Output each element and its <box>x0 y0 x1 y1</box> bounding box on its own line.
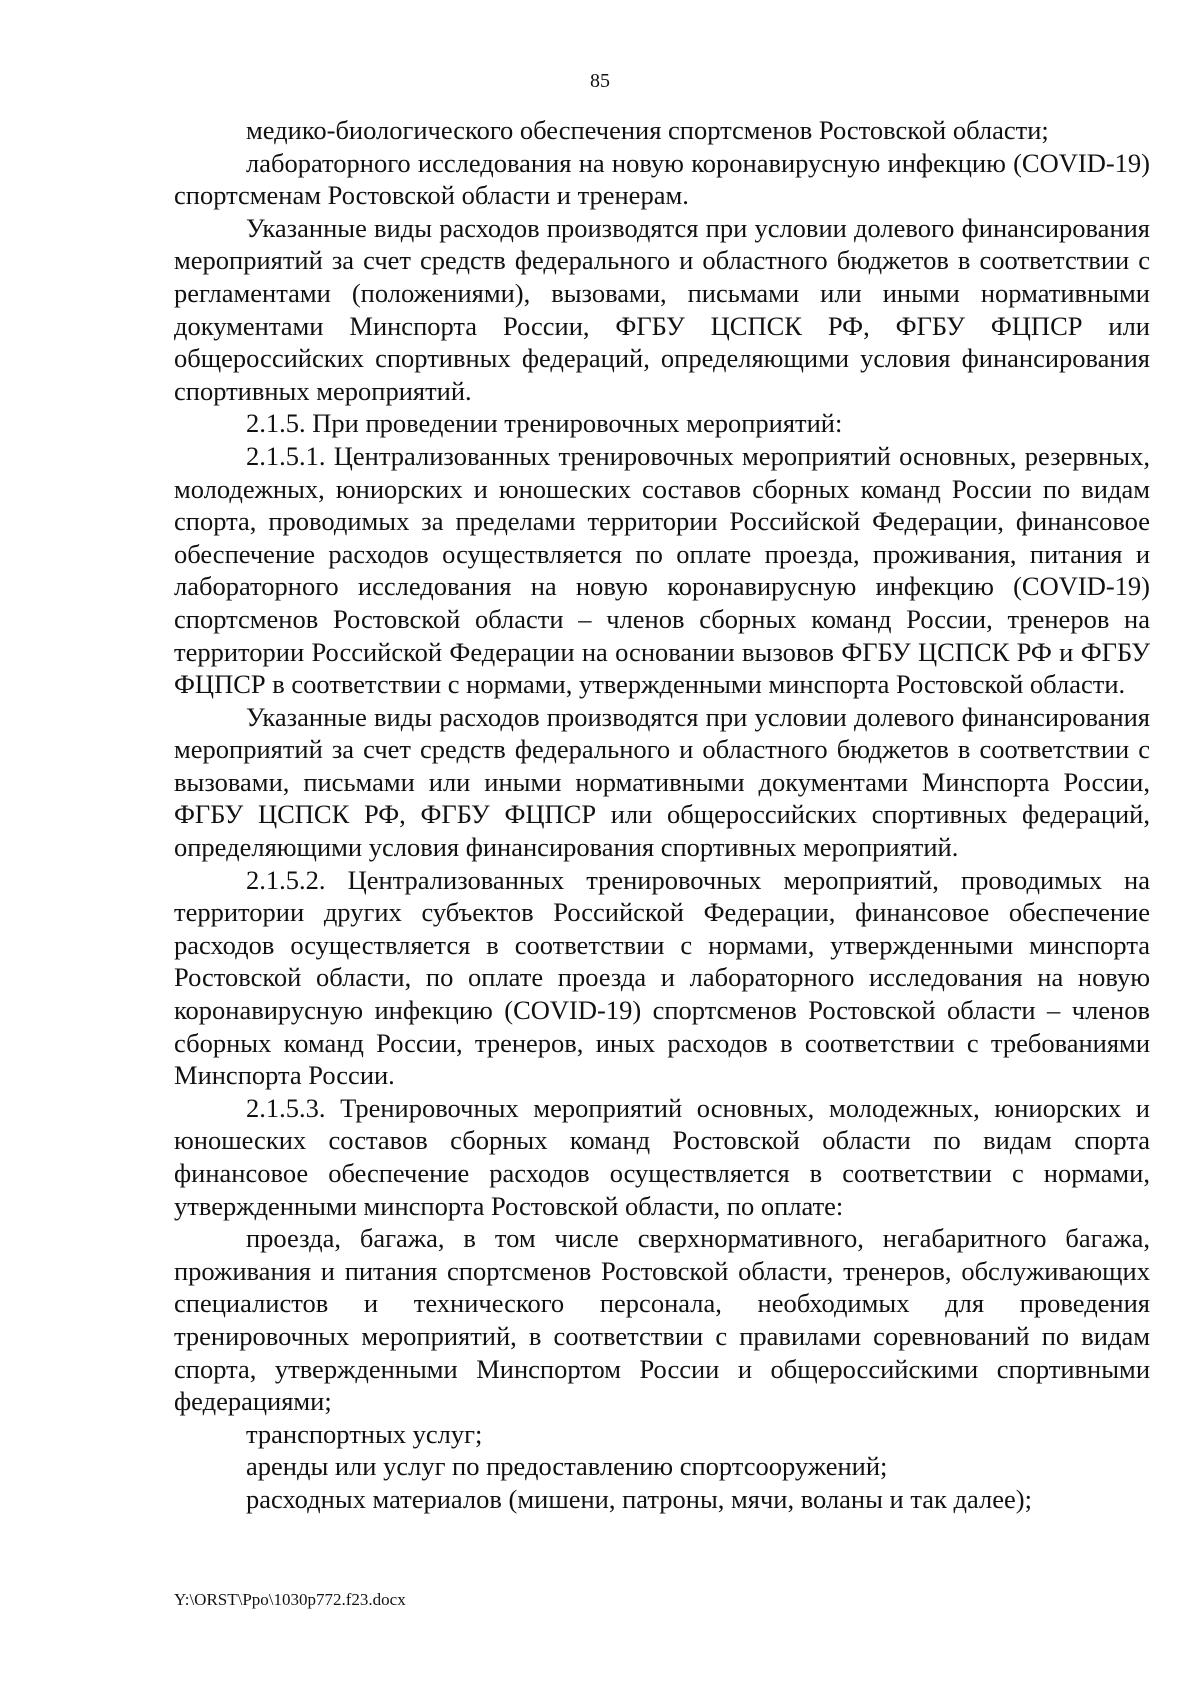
paragraph: медико-биологического обеспечения спортсменов Ростовской области; <box>246 115 1049 145</box>
paragraph: 2.1.5.3. Тренировочных мероприятий основных, молодежных, юниорских и юношеских составов сборных команд Ростовской области по видам спорта финансовое обеспечение расходов осуществляется в соответствии с нормами, утвержденными минспорта Ростовской области, по оплате: <box>174 1092 1150 1221</box>
paragraph: 2.1.5.1. Централизованных тренировочных мероприятий основных, резервных, молодежных, юниорских и юношеских составов сборных команд России по видам спорта, проводимых за пределами территории Российской Федерации, финансовое обеспечение расходов осуществляется по оплате проезда, проживания, питания и лабораторного исследования на новую коронавирусную инфекцию (COVID-19) спортсменов Ростовской области – членов сборных команд России, тренеров на территории Российской Федерации на основании вызовов ФГБУ ЦСПСК РФ и ФГБУ ФЦПСР в соответствии с нормами, утвержденными минспорта Ростовской области. <box>174 440 1150 700</box>
paragraph: аренды или услуг по предоставлению спортсооружений; <box>246 1451 888 1482</box>
paragraph: проезда, багажа, в том числе сверхнормативного, негабаритного багажа, проживания и питания спортсменов Ростовской области, тренеров, обслуживающих специалистов и технического персонала, необходимых для проведения тренировочных мероприятий, в соответствии с правилами соревнований по видам спорта, утвержденными Минспортом России и общероссийскими спортивными федерациями; <box>174 1223 1150 1417</box>
paragraph: Указанные виды расходов производятся при условии долевого финансирования мероприятий за счет средств федерального и областного бюджетов в соответствии с регламентами (положениями), вызовами, письмами или иными нормативными документами Минспорта России, ФГБУ ЦСПСК РФ, ФГБУ ФЦПСР или общероссийских спортивных федераций, определяющими условия финансирования спортивных мероприятий. <box>174 212 1150 406</box>
paragraph: лабораторного исследования на новую коронавирусную инфекцию (COVID-19) спортсменам Ростовской области и тренерам. <box>174 147 1150 211</box>
document-body <box>174 114 1150 1516</box>
paragraph: транспортных услуг; <box>246 1418 483 1449</box>
paragraph: 2.1.5.2. Централизованных тренировочных мероприятий, проводимых на территории других субъектов Российской Федерации, финансовое обеспечение расходов осуществляется в соответствии с нормами, утвержденными минспорта Ростовской области, по оплате проезда и лабораторного исследования на новую коронавирусную инфекцию (COVID-19) спортсменов Ростовской области – членов сборных команд России, тренеров, иных расходов в соответствии с требованиями Минспорта России. <box>174 864 1150 1091</box>
page-number: 85 <box>590 70 610 92</box>
paragraph: расходных материалов (мишени, патроны, мячи, воланы и так далее); <box>246 1483 1032 1514</box>
footer-file-path: Y:\ORST\Ppo\1030p772.f23.docx <box>174 1590 406 1609</box>
paragraph: Указанные виды расходов производятся при условии долевого финансирования мероприятий за счет средств федерального и областного бюджетов в соответствии с вызовами, письмами или иными нормативными документами Минспорта России, ФГБУ ЦСПСК РФ, ФГБУ ФЦПСР или общероссийских спортивных федераций, определяющими условия финансирования спортивных мероприятий. <box>174 701 1150 863</box>
paragraph: 2.1.5. При проведении тренировочных мероприятий: <box>246 408 843 439</box>
